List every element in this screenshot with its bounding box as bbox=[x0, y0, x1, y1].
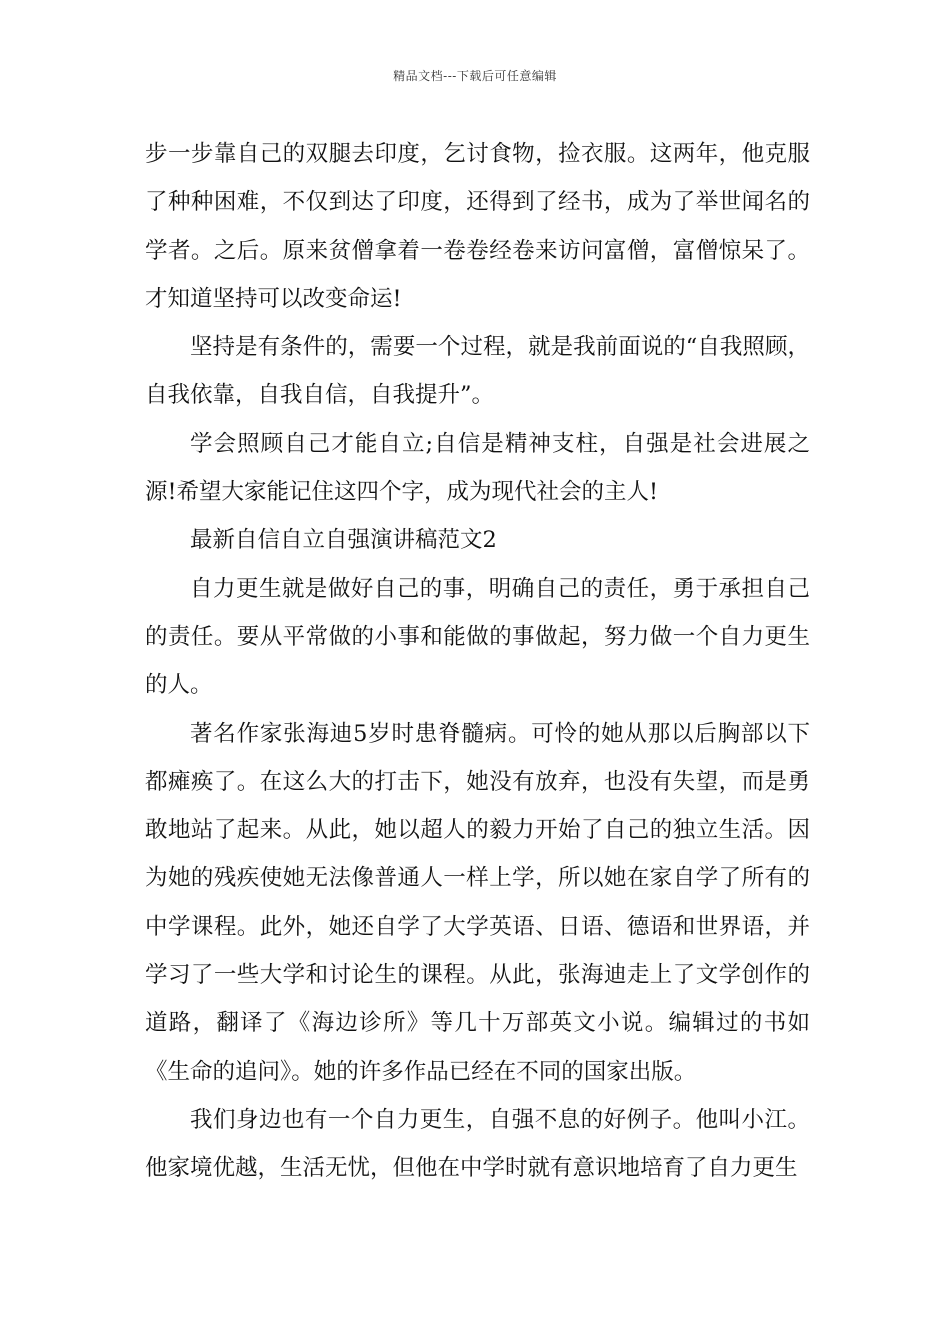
page-header: 精品文档---下载后可任意编辑 bbox=[393, 69, 557, 83]
section-title: 最新自信自立自强演讲稿范文2 bbox=[190, 527, 497, 554]
paragraph-6: 我们身边也有一个自力更生，自强不息的好例子。他叫小江。他家境优越，生活无忧，但他在中学时就有意识地培育了自力更生 bbox=[145, 1106, 810, 1182]
paragraph-4: 自力更生就是做好自己的事，明确自己的责任，勇于承担自己的责任。要从平常做的小事和能做的事做起，努力做一个自力更生的人。 bbox=[145, 575, 810, 699]
paragraph-5: 著名作家张海迪5岁时患脊髓病。可怜的她从那以后胸部以下都瘫痪了。在这么大的打击下，她没有放弃，也没有失望，而是勇敢地站了起来。从此，她以超人的毅力开始了自己的独立生活。因为她的残疾使她无法像普通人一样上学，所以她在家自学了所有的中学课程。此外，她还自学了大学英语、日语、德语和世界语，并学习了一些大学和讨论生的课程。从此，张海迪走上了文学创作的道路，翻译了《海边诊所》等几十万部英文小说。编辑过的书如《生命的追问》。她的许多作品已经在不同的国家出版。 bbox=[145, 720, 810, 1085]
paragraph-2: 坚持是有条件的，需要一个过程，就是我前面说的“自我照顾，自我依靠，自我自信，自我提升”。 bbox=[145, 334, 810, 409]
document-body bbox=[145, 130, 810, 1193]
paragraph-1: 步一步靠自己的双腿去印度，乞讨食物，捡衣服。这两年，他克服了种种困难，不仅到达了印度，还得到了经书，成为了举世闻名的学者。之后。原来贫僧拿着一卷卷经卷来访问富僧，富僧惊呆了。才知道坚持可以改变命运! bbox=[145, 141, 810, 312]
paragraph-3: 学会照顾自己才能自立;自信是精神支柱，自强是社会进展之源!希望大家能记住这四个字，成为现代社会的主人! bbox=[145, 430, 810, 506]
